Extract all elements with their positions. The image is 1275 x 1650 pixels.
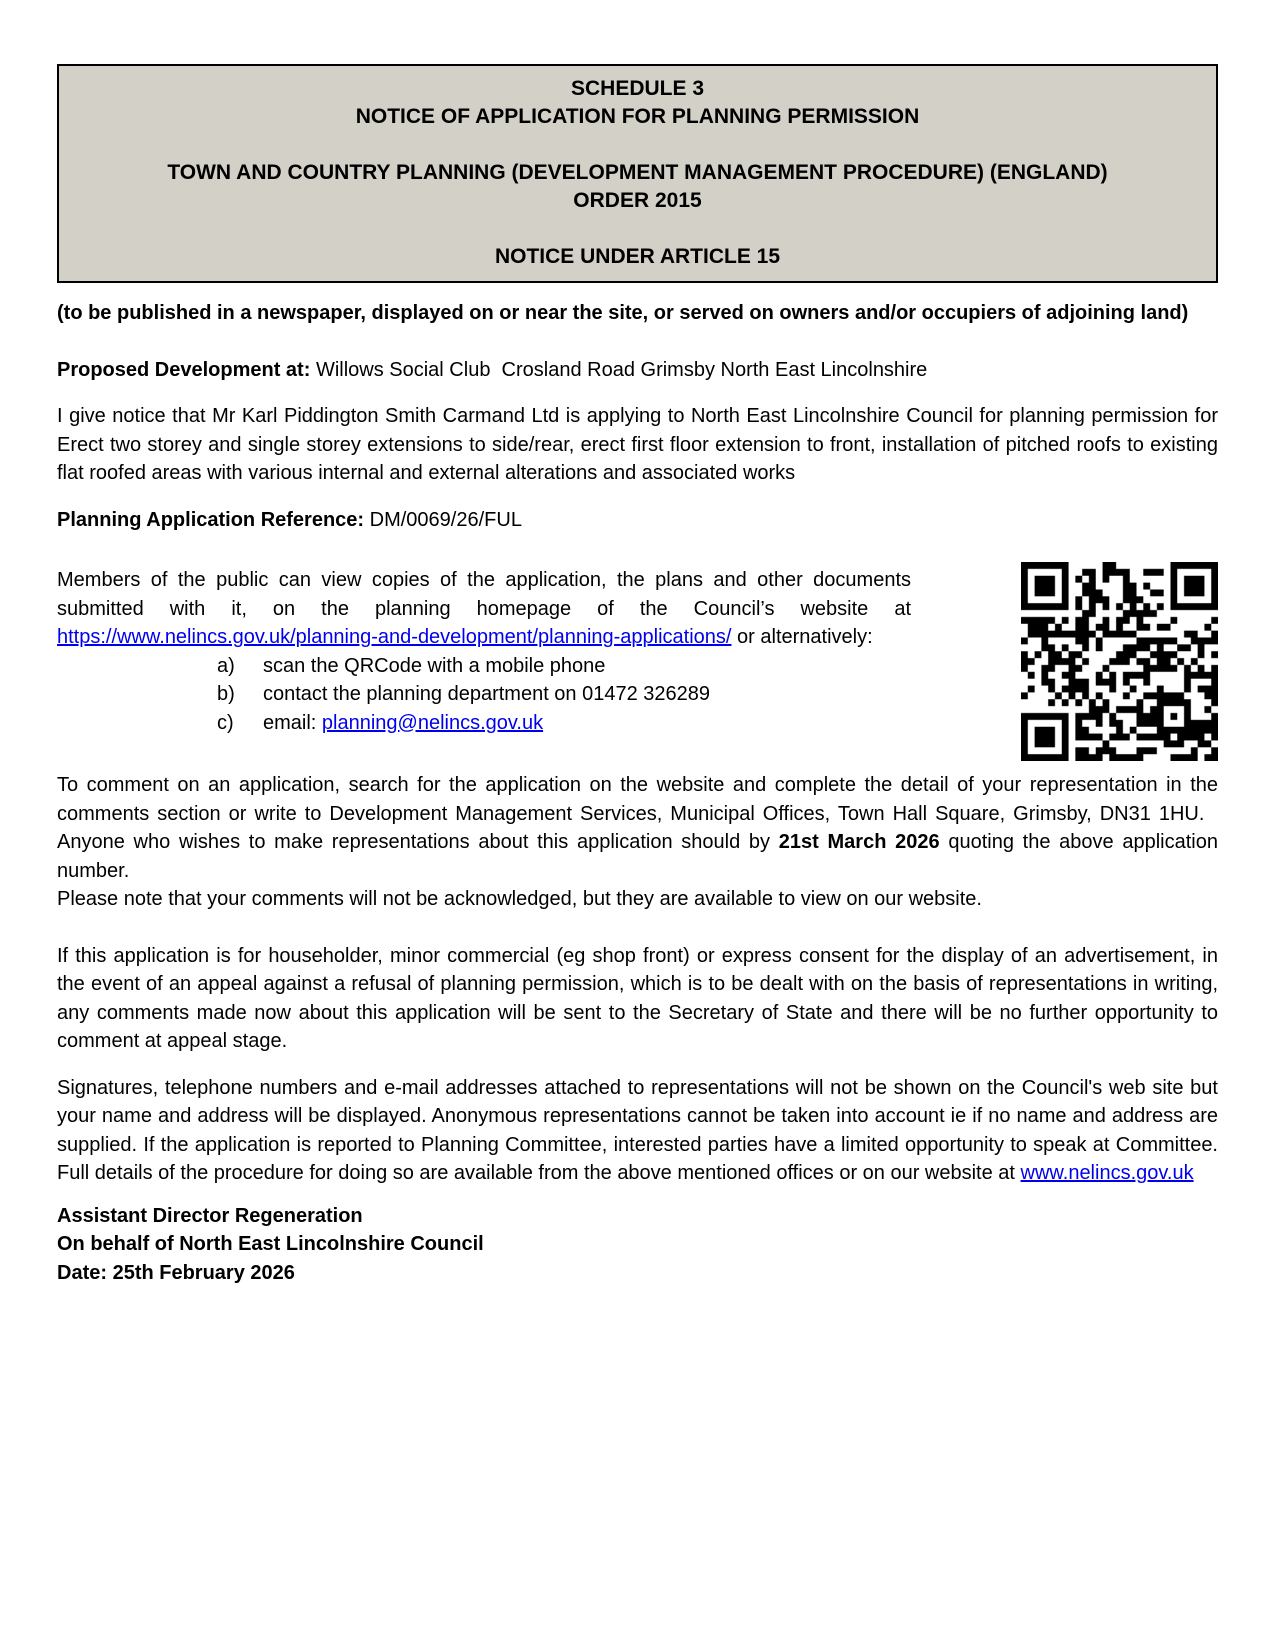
application-reference-label: Planning Application Reference: [57,508,365,531]
signoff-date: Date: 25th February 2026 [57,1261,295,1284]
signatures-paragraph [57,1074,1218,1188]
publish-note: (to be published in a newspaper, displayed on or near the site, or served on owners and/or occupiers of adjoining land) [57,302,1189,324]
application-reference-value: DM/0069/26/FUL [364,508,522,531]
notice-text: I give notice that Mr Karl Piddington Smith Carmand Ltd is applying to North East Lincolnshire Council for planning permission for Erect two storey and single storey extensions to side/rear, erect first floor extension to front, installation of pitched roofs to existing flat roofed areas with various internal and external alterations and associated works [57,405,1218,484]
email-link[interactable]: planning@nelincs.gov.uk [321,711,544,734]
email-label: email: [263,711,322,734]
signoff-block [57,1202,1218,1288]
view-info-text-after: or alternatively: [731,626,873,648]
list-marker: c) [217,711,234,734]
planning-applications-link[interactable]: https://www.nelincs.gov.uk/planning-and-development/planning-applications/ [57,626,732,648]
comment-note: Please note that your comments will not be acknowledged, but they are available to view on our website. [57,888,982,910]
header-box [57,64,1218,283]
list-item-text [263,709,543,738]
header-line-schedule: SCHEDULE 3 [570,77,705,100]
comment-instructions [57,771,1218,914]
signoff-behalf: On behalf of North East Lincolnshire Council [57,1233,484,1255]
proposed-development [57,356,1218,385]
list-marker: a) [217,654,235,677]
list-marker: b) [217,683,235,705]
header-line-order: ORDER 2015 [573,189,702,212]
list-item-email [57,709,911,738]
qr-code [1021,562,1218,761]
deadline-date: 21st March 2026 [778,831,940,853]
proposed-development-value: Willows Social Club Crosland Road Grimsby North East Lincolnshire [310,358,928,381]
proposed-development-label: Proposed Development at: [57,358,311,381]
header-line-town-and-country: TOWN AND COUNTRY PLANNING (DEVELOPMENT MANAGEMENT PROCEDURE) (ENGLAND) [167,161,1108,184]
header-line-article: NOTICE UNDER ARTICLE 15 [494,245,781,268]
application-reference [57,506,1218,535]
view-options-section [57,566,1218,737]
list-item-scan-qr [57,652,911,681]
comment-text: To comment on an application, search for the application on the website and complete the detail of your representation in the comments section or write to Development Management Services, Municipal Offices, Town Hall Square, Grimsby, DN31 1HU. Anyone who wishes to make representations about this application should by [57,774,1218,853]
list-item-phone [57,680,911,709]
council-website-link[interactable]: www.nelincs.gov.uk [1020,1162,1194,1184]
appeal-paragraph: If this application is for householder, minor commercial (eg shop front) or express consent for the display of an advertisement, in the event of an appeal against a refusal of planning permission, which is to be dealt with on the basis of representations in writing, any comments made now about this application will be sent to the Secretary of State and there will be no further opportunity to comment at appeal stage. [57,944,1218,1052]
view-info-text: Members of the public can view copies of the application, the plans and other documents submitted with it, on the planning homepage of the Council’s website at [57,569,911,620]
spacer [69,215,1206,243]
list-item-text: scan the QRCode with a mobile phone [263,654,606,677]
comment-text-after: quoting the above application number. [57,831,1218,882]
header-line-notice-of-application: NOTICE OF APPLICATION FOR PLANNING PERMISSION [355,105,920,128]
spacer [69,131,1206,159]
list-item-text: contact the planning department on 01472 326289 [263,683,711,705]
signoff-title: Assistant Director Regeneration [57,1204,363,1227]
signatures-text: Signatures, telephone numbers and e-mail addresses attached to representations will not be shown on the Council's web site but your name and address will be displayed. Anonymous representations cannot be taken into account ie if no name and address are supplied. If the application is reported to Planning Committee, interested parties have a limited opportunity to speak at Committee. Full details of the procedure for doing so are available from the above mentioned offices or on our website at [57,1076,1218,1184]
